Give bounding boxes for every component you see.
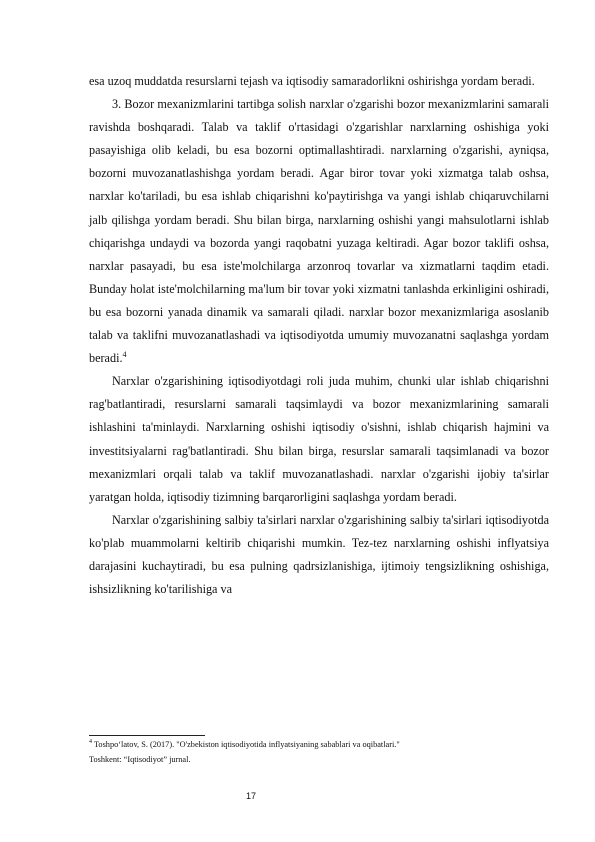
paragraph-continuation: esa uzoq muddatda resurslarni tejash va iqtisodiy samaradorlikni oshirishga yordam beradi. [89, 74, 535, 88]
paragraph-role-of-prices: Narxlar o'zgarishining iqtisodiyotdagi roli juda muhim, chunki ular ishlab chiqarishni rag'batlantiradi, resurslarni samarali taqsimlaydi va bozor mexanizmlarining samarali ishlashini ta'minlaydi. Narxlarning oshishi iqtisodiy o'sishni, ishlab chiqarish hajmini va investitsiyalarni rag'batlantiradi. Shu bilan birga, resurslar samarali taqsimlanadi va bozor mexanizmlari orqali talab va taklif muvozanatlashadi. narxlar o'zgarishi ijobiy ta'sirlar yaratgan holda, iqtisodiy tizimning barqarorligini saqlashga yordam beradi. [89, 374, 549, 504]
paragraph-text: 3. Bozor mexanizmlarini tartibga solish narxlar o'zgarishi bozor mexanizmlarini samarali ravishda boshqaradi. Talab va taklif o'rtasidagi o'zgarishlar narxlarning oshishiga yoki pasayishiga olib keladi, bu esa bozorni optimallashtiradi. narxlarning o'zgarishi, ayniqsa, bozorni muvozanatlashishga yordam beradi. Agar biror tovar yoki xizmatga talab oshsa, narxlar ko'tariladi, bu esa ishlab chiqarishni ko'paytirishga va yangi ishlab chiqaruvchilarni jalb qilishga yordam beradi. Shu bilan birga, narxlarning oshishi yangi mahsulotlarni ishlab chiqarishga undaydi va bozorda yangi raqobatni yuzaga keltiradi. Agar bozor taklifi oshsa, narxlar pasayadi, bu esa iste'molchilarga arzonroq tovarlar va xizmatlarni taqdim etadi. Bunday holat iste'molchilarning ma'lum bir tovar yoki xizmatni tanlashda erkinligini oshiradi, bu esa bozorni yanada dinamik va samarali qiladi. narxlar bozor mexanizmlariga asoslanib talab va taklifni muvozanatlashadi va iqtisodiyotda umumiy muvozanatni saqlashga yordam beradi. [89, 97, 549, 366]
footnote-separator [89, 735, 205, 736]
footnote-number: 4 [89, 739, 92, 746]
document-body [89, 70, 549, 601]
footnote-citation-line1: Toshpo‘latov, S. (2017). "O'zbekiston iqtisodiyotida inflyatsiyaning sabablari va oqibatlari." [93, 740, 400, 749]
footnote [89, 737, 549, 767]
page-number: 17 [246, 791, 257, 801]
paragraph-market-mechanisms [89, 93, 549, 370]
footnote-citation-line2: Toshkent: “Iqtisodiyot” jurnal. [89, 755, 191, 764]
footnote-reference[interactable]: 4 [122, 350, 127, 360]
paragraph-negative-effects: Narxlar o'zgarishining salbiy ta'sirlari narxlar o'zgarishining salbiy ta'sirlari iqtisodiyotda ko'plab muammolarni keltirib chiqarishi mumkin. Tez-tez narxlarning oshishi inflyatsiya darajasini kuchaytiradi, bu esa pulning qadrsizlanishiga, ijtimoiy tengsizlikning oshishiga, ishsizlikning ko'tarilishiga va [89, 512, 549, 597]
